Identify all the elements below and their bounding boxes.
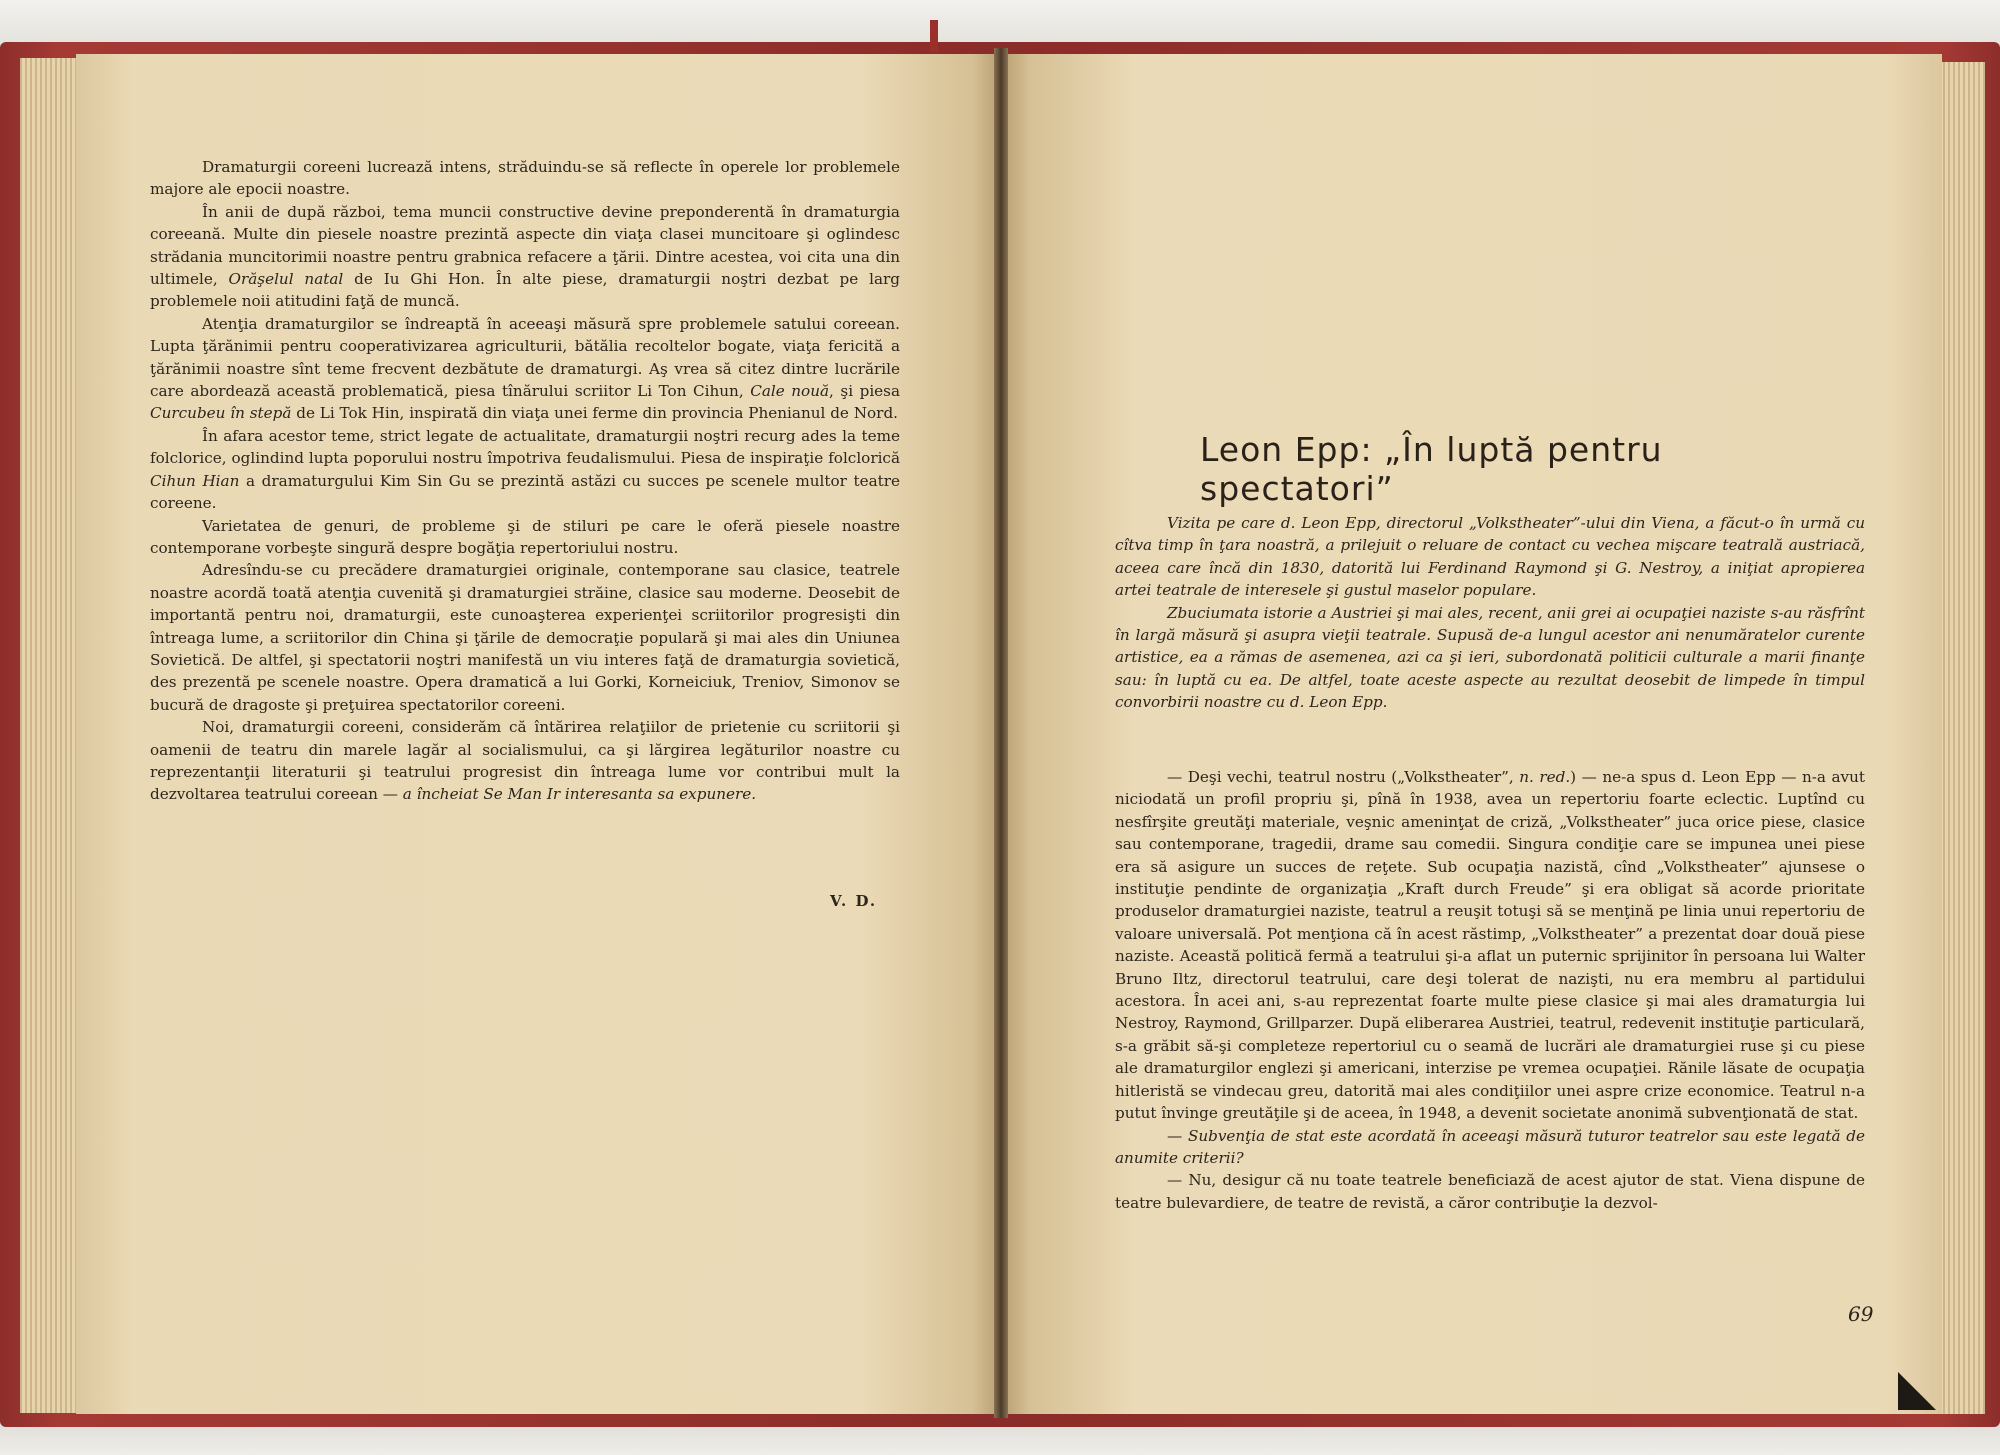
- paragraph: [1115, 512, 1865, 602]
- paragraph: [150, 515, 900, 560]
- italic-text-run: Curcubeu în stepă: [150, 404, 292, 423]
- paragraph: [150, 425, 900, 515]
- paragraph: [1115, 1125, 1865, 1170]
- paragraph: [150, 201, 900, 313]
- text-run: de Iu Ghi Hon. În alte piese, dramaturgii noştri dezbat pe larg problemele noii atitudini faţă de muncă.: [150, 270, 900, 311]
- article-intro: [1115, 512, 1865, 714]
- text-run: Atenţia dramaturgilor se îndreaptă în aceeaşi măsură spre problemele satului coreean. Lupta ţărănimii pentru cooperativizarea agriculturii, bătălia recoltelor bogate, viaţa fericită a ţărănimii noastre sînt teme frecvent dezbătute de dramaturgi. Aş vrea să citez dintre lucrările care abordează această problematică, piesa tînărului scriitor Li Ton Cihun,: [150, 314, 900, 401]
- page-edges-left: [20, 58, 80, 1413]
- interview-body: [1115, 766, 1865, 1214]
- text-run: — Nu, desigur că nu toate teatrele beneficiază de acest ajutor de stat. Viena dispune de teatre bulevardiere, de teatre de revistă, a căror contribuţie la dezvol-: [1115, 1171, 1865, 1212]
- paragraph: [150, 559, 900, 716]
- text-run: Noi, dramaturgii coreeni, considerăm că întărirea relaţiilor de prietenie cu scriitorii şi oamenii de teatru din marele lagăr al socialismului, ca şi lărgirea legăturilor noastre cu reprezentanţii literaturii şi teatrului progresist din întreaga lume vor contribui mult la dezvoltarea teatrului coreean —: [150, 718, 900, 804]
- bookmark-ribbon: [930, 20, 938, 52]
- left-article-body: [150, 156, 900, 806]
- text-run: , şi piesa: [829, 382, 901, 401]
- text-run: În anii de după război, tema muncii constructive devine preponderentă în dramaturgia coreeană. Multe din piesele noastre prezintă aspecte din viaţa clasei muncitoare şi oglindesc strădania muncitorimii noastre pentru grabnica refacere a ţării. Dintre acestea, voi cita una din ultimele,: [150, 202, 900, 289]
- paragraph: [150, 716, 900, 806]
- italic-text-run: a încheiat Se Man Ir interesanta sa expunere.: [402, 785, 757, 804]
- text-run: Adresîndu-se cu precădere dramaturgiei originale, contemporane sau clasice, teatrele noastre acordă toată atenţia cuvenită şi dramaturgiei străine, clasice sau moderne. Deosebit de importantă pentru noi, dramaturgii, este cunoaşterea experienţei scriitorilor progresişti din întreaga lume, a scriitorilor din China şi ţările de democraţie populară şi mai ales din Uniunea Sovietică. De altfel, şi spectatorii noştri manifestă un viu interes faţă de dramaturgia sovietică, des prezentă pe scenele noastre. Opera dramatică a lui Gorki, Korneiciuk, Treniov, Simonov se bucură de dragoste şi preţuirea spectatorilor coreeni.: [150, 561, 900, 714]
- text-run: de Li Tok Hin, inspirată din viaţa unei ferme din provincia Phenianul de Nord.: [291, 404, 898, 423]
- page-number: 69: [1848, 1302, 1874, 1326]
- paragraph: [150, 313, 900, 425]
- left-page-text-column: [150, 156, 900, 806]
- article-title: Leon Epp: „În luptă pentru spectatori”: [1200, 430, 1663, 508]
- text-run: a dramaturgului Kim Sin Gu se prezintă astăzi cu succes pe scenele multor teatre coreene.: [150, 471, 900, 513]
- italic-text-run: Orăşelul natal: [228, 270, 344, 289]
- italic-text-run: Cale nouă: [750, 382, 830, 401]
- paragraph: [1115, 766, 1865, 1125]
- paragraph: [1115, 602, 1865, 714]
- text-run: ) — ne-a spus d. Leon Epp — n-a avut niciodată un profil propriu şi, pînă în 1938, avea un repertoriu foarte eclectic. Luptînd cu nesfîrşite greutăţi materiale, veşnic ameninţat de criză, „Volkstheater” juca orice piese, clasice sau contemporane, tragedii, drame sau comedii. Singura condiţie care se impunea unei piese era să asigure un succes de reţete. Sub ocupaţia nazistă, cînd „Volkstheater” ajunsese o instituţie pendinte de organizaţia „Kraft durch Freude” şi era obligat să acorde prioritate produselor dramaturgiei naziste, teatrul a reuşit totuşi să se menţină pe linia unui repertoriu de valoare universală. Pot menţiona că în acest răstimp, „Volkstheater” a prezentat doar două piese naziste. Această politică fermă a teatrului şi-a aflat un puternic sprijinitor în persoana lui Walter Bruno Iltz, directorul teatrului, care deşi tolerat de nazişti, nu era membru al partidului acestora. În acei ani, s-au reprezentat foarte multe piese clasice şi mai ales dramaturgia lui Nestroy, Raymond, Grillparzer. După eliberarea Austriei, teatrul, redevenit instituţie particulară, s-a grăbit să-şi completeze repertoriul cu o seamă de lucrări ale dramaturgiei ruse şi cu piese ale dramaturgilor englezi şi americani, interzise pe vremea ocupaţiei. Rănile lăsate de ocupaţia hitleristă se vindecau greu, datorită mai ales condiţiilor unei aspre crize economice. Teatrul n-a putut învinge greutăţile şi de aceea, în 1948, a devenit societate anonimă subvenţionată de stat.: [1115, 768, 1865, 1123]
- italic-text-run: — Subvenţia de stat este acordată în aceeaşi măsură tuturor teatrelor sau este legată de anumite criterii?: [1115, 1126, 1865, 1167]
- corner-triangle-mark: [1898, 1372, 1936, 1410]
- text-run: În afara acestor teme, strict legate de actualitate, dramaturgii noştri recurg ades la teme folclorice, oglindind lupta poporului nostru împotriva feudalismului. Piesa de inspiraţie folclorică: [150, 426, 900, 468]
- scanner-background-top: [0, 0, 2000, 46]
- paragraph: [150, 156, 900, 201]
- italic-text-run: Vizita pe care d. Leon Epp, directorul „Volkstheater”-ului din Viena, a făcut-o în urmă cu cîtva timp în ţara noastră, a prilejuit o reluare de contact cu vechea mişcare teatrală austriacă, aceea care încă din 1830, datorită lui Ferdinand Raymond şi G. Nestroy, a iniţiat apropierea artei teatrale de interesele şi gustul maselor populare.: [1115, 514, 1865, 600]
- book-gutter: [994, 48, 1008, 1418]
- italic-text-run: n. red.: [1519, 768, 1571, 786]
- text-run: Varietatea de genuri, de probleme şi de stiluri pe care le oferă piesele noastre contemporane vorbeşte singură despre bogăţia repertoriului nostru.: [150, 516, 900, 557]
- italic-text-run: Cihun Hian: [150, 471, 240, 490]
- text-run: — Deşi vechi, teatrul nostru („Volkstheater”,: [1167, 768, 1520, 786]
- italic-text-run: Zbuciumata istorie a Austriei şi mai ales, recent, anii grei ai ocupaţiei naziste s-au răsfrînt în largă măsură şi asupra vieţii teatrale. Supusă de-a lungul acestor ani nenumăratelor curente artistice, ea a rămas de asemenea, azi ca şi ieri, subordonată politicii culturale a marii finanţe sau: în luptă cu ea. De altfel, toate aceste aspecte au rezultat deosebit de limpede în timpul convorbirii noastre cu d. Leon Epp.: [1115, 603, 1865, 712]
- paragraph: [1115, 1169, 1865, 1214]
- article-signature: V. D.: [830, 892, 878, 910]
- text-run: Dramaturgii coreeni lucrează intens, străduindu-se să reflecte în operele lor problemele majore ale epocii noastre.: [150, 158, 900, 199]
- page-edges-right: [1940, 62, 1985, 1414]
